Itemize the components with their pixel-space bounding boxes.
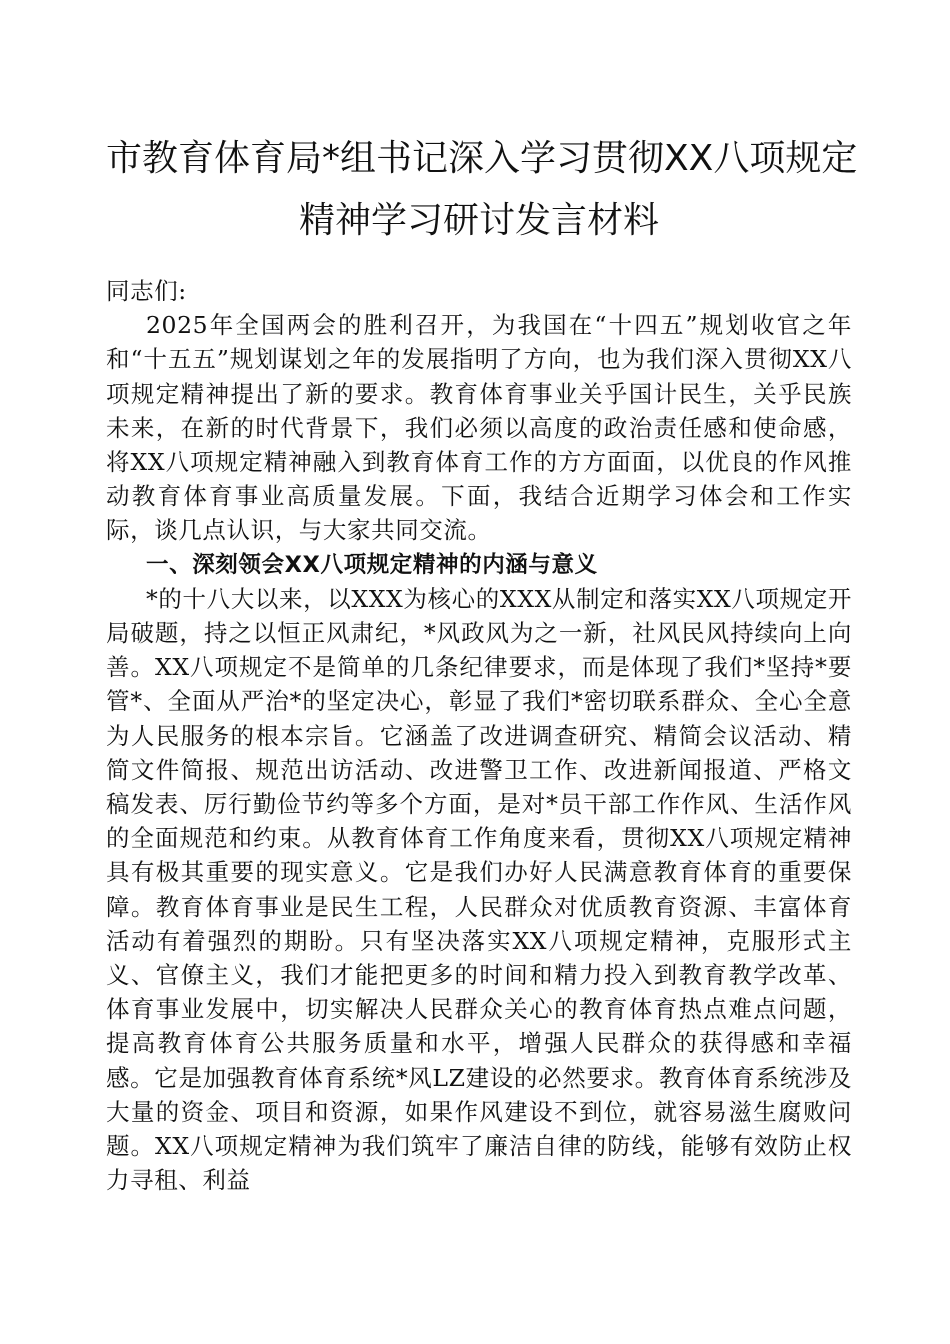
document-body [106, 274, 852, 1197]
title-line-1: 市教育体育局*组书记深入学习贯彻XX八项规定 [106, 138, 858, 179]
salutation: 同志们: [106, 277, 187, 305]
paragraph-section-1: *的十八大以来，以XXX为核心的XXX从制定和落实XX八项规定开局破题，持之以恒正风肃纪，*风政风为之一新，社风民风持续向上向善。XX八项规定不是简单的几条纪律要求，而是体现了我们*坚持*要管*、全面从严治*的坚定决心，彰显了我们*密切联系群众、全心全意为人民服务的根本宗旨。它涵盖了改进调查研究、精简会议活动、精简文件简报、规范出访活动、改进警卫工作、改进新闻报道、严格文稿发表、厉行勤俭节约等多个方面，是对*员干部工作作风、生活作风的全面规范和约束。从教育体育工作角度来看，贯彻XX八项规定精神具有极其重要的现实意义。它是我们办好人民满意教育体育的重要保障。教育体育事业是民生工程，人民群众对优质教育资源、丰富体育活动有着强烈的期盼。只有坚决落实XX八项规定精神，克服形式主义、官僚主义，我们才能把更多的时间和精力投入到教育教学改革、体育事业发展中，切实解决人民群众关心的教育体育热点难点问题，提高教育体育公共服务质量和水平，增强人民群众的获得感和幸福感。它是加强教育体育系统*风LZ建设的必然要求。教育体育系统涉及大量的资金、项目和资源，如果作风建设不到位，就容易滋生腐败问题。XX八项规定精神为我们筑牢了廉洁自律的防线，能够有效防止权力寻租、利益 [106, 584, 852, 1195]
section-heading-1: 一、深刻领会XX八项规定精神的内涵与意义 [146, 551, 598, 578]
paragraph-intro: 2025年全国两会的胜利召开，为我国在“十四五”规划收官之年和“十五五”规划谋划之年的发展指明了方向，也为我们深入贯彻XX八项规定精神提出了新的要求。教育体育事业关乎国计民生，关乎民族未来，在新的时代背景下，我们必须以高度的政治责任感和使命感，将XX八项规定精神融入到教育体育工作的方方面面，以优良的作风推动教育体育事业高质量发展。下面，我结合近期学习体会和工作实际，谈几点认识，与大家共同交流。 [106, 311, 852, 545]
document-title [106, 0, 858, 252]
title-line-2: 精神学习研讨发言材料 [298, 200, 659, 241]
